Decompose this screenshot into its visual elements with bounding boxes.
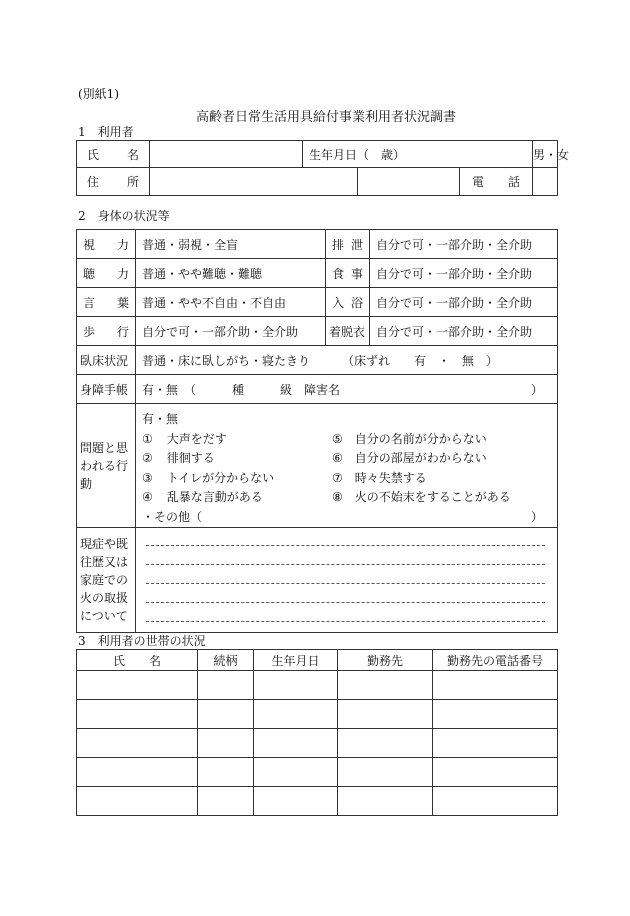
status-value[interactable]: 自分で可・一部介助・全介助 xyxy=(136,317,326,346)
name-field[interactable] xyxy=(150,141,303,168)
table-cell[interactable] xyxy=(433,787,558,816)
col-header: 氏 名 xyxy=(77,650,198,671)
handbook-label: 身障手帳 xyxy=(77,375,136,404)
table-row xyxy=(77,758,558,787)
list-item[interactable]: ② 徘徊する xyxy=(142,451,215,465)
status-label: 言 葉 xyxy=(77,288,136,317)
history-row xyxy=(77,528,558,633)
table-cell[interactable] xyxy=(433,700,558,729)
table-cell[interactable] xyxy=(77,700,198,729)
table-cell[interactable] xyxy=(77,729,198,758)
bedsore-option: （床ずれ 有 ・ 無 ） xyxy=(342,353,499,368)
col-header: 勤務先 xyxy=(338,650,433,671)
table-cell[interactable] xyxy=(338,700,433,729)
document-title: 高齢者日常生活用具給付事業利用者状況調書 xyxy=(196,110,457,125)
address-field[interactable] xyxy=(150,168,358,196)
section3-heading: 3 利用者の世帯の状況 xyxy=(78,634,206,648)
table-cell[interactable] xyxy=(254,787,338,816)
problems-left-list xyxy=(142,430,332,508)
col-header: 生年月日 xyxy=(254,650,338,671)
list-item[interactable]: ③ トイレが分からない xyxy=(142,470,275,485)
status-row xyxy=(77,230,558,259)
birth-field[interactable] xyxy=(303,141,533,168)
sex-field[interactable] xyxy=(533,141,570,168)
address-field-cont[interactable] xyxy=(358,168,460,196)
table-cell[interactable] xyxy=(198,787,254,816)
status-label: 歩 行 xyxy=(77,317,136,346)
problems-label: 問題と思 われる行 動 xyxy=(77,404,136,528)
list-item[interactable]: ① 大声をだす xyxy=(142,431,227,446)
table-row xyxy=(77,671,558,700)
bedridden-label: 臥床状況 xyxy=(77,346,136,375)
phone-field[interactable] xyxy=(533,168,558,196)
status-value[interactable]: 普通・やや難聴・難聴 xyxy=(136,259,326,288)
status-label: 視 力 xyxy=(77,230,136,259)
status-label: 排 泄 xyxy=(326,230,370,259)
birth-label: 生年月日（ 歳） xyxy=(309,147,406,162)
status-row xyxy=(77,288,558,317)
table-cell[interactable] xyxy=(338,787,433,816)
section1-heading: 1 利用者 xyxy=(78,125,134,139)
household-table xyxy=(76,649,558,816)
table-cell[interactable] xyxy=(77,758,198,787)
user-info-table xyxy=(76,140,570,196)
table-cell[interactable] xyxy=(433,729,558,758)
status-label: 聴 力 xyxy=(77,259,136,288)
table-cell[interactable] xyxy=(77,671,198,700)
list-item[interactable]: ⑦ 時々失禁する xyxy=(332,470,427,485)
sex-label: 男・女 xyxy=(533,147,570,162)
status-value[interactable]: 自分で可・一部介助・全介助 xyxy=(370,259,558,288)
section2-heading: 2 身体の状況等 xyxy=(78,209,170,223)
handbook-row xyxy=(77,375,558,404)
table-cell[interactable] xyxy=(77,787,198,816)
table-cell[interactable] xyxy=(338,729,433,758)
list-item[interactable]: ⑧ 火の不始末をすることがある xyxy=(332,490,511,504)
table-cell[interactable] xyxy=(338,758,433,787)
table-cell[interactable] xyxy=(338,671,433,700)
problems-row xyxy=(77,404,558,528)
phone-label-cell: 電 話 xyxy=(460,168,533,196)
table-cell[interactable] xyxy=(254,729,338,758)
problems-right-list xyxy=(332,430,511,508)
status-value[interactable]: 自分で可・一部介助・全介助 xyxy=(370,230,558,259)
table-cell[interactable] xyxy=(254,758,338,787)
status-row xyxy=(77,317,558,346)
list-item[interactable]: ⑥ 自分の部屋がわからない xyxy=(332,451,487,465)
status-label: 入 浴 xyxy=(326,288,370,317)
status-label: 着脱衣 xyxy=(326,317,370,346)
history-label: 現症や既 往歴又は 家庭での 火の取扱 について xyxy=(77,528,136,633)
list-item[interactable]: ④ 乱暴な言動がある xyxy=(142,490,263,504)
handbook-value[interactable]: 有・無 （ 種 級 障害名 ） xyxy=(136,375,558,404)
problems-presence[interactable]: 有・無 xyxy=(142,412,179,426)
table-row xyxy=(77,729,558,758)
bedridden-row xyxy=(77,346,558,375)
col-header: 続柄 xyxy=(198,650,254,671)
table-cell[interactable] xyxy=(254,671,338,700)
list-item[interactable]: ⑤ 自分の名前が分からない xyxy=(332,431,487,446)
status-value[interactable]: 普通・弱視・全盲 xyxy=(136,230,326,259)
name-label-cell: 氏 名 xyxy=(77,141,150,168)
table-cell[interactable] xyxy=(254,700,338,729)
address-label-cell: 住 所 xyxy=(77,168,150,196)
attachment-label: (別紙1) xyxy=(78,87,119,101)
status-label: 食 事 xyxy=(326,259,370,288)
problems-other[interactable]: ・その他（ ） xyxy=(142,509,543,524)
table-cell[interactable] xyxy=(433,758,558,787)
table-cell[interactable] xyxy=(198,758,254,787)
table-cell[interactable] xyxy=(433,671,558,700)
table-row xyxy=(77,700,558,729)
table-row xyxy=(77,787,558,816)
status-value[interactable]: 普通・やや不自由・不自由 xyxy=(136,288,326,317)
table-cell[interactable] xyxy=(198,700,254,729)
table-cell[interactable] xyxy=(198,671,254,700)
history-field[interactable] xyxy=(136,528,558,633)
bedridden-value[interactable]: 普通・床に臥しがち・寝たきり （床ずれ 有 ・ 無 ） xyxy=(136,346,558,375)
table-cell[interactable] xyxy=(198,729,254,758)
status-value[interactable]: 自分で可・一部介助・全介助 xyxy=(370,288,558,317)
household-header-row xyxy=(77,650,558,671)
col-header: 勤務先の電話番号 xyxy=(433,650,558,671)
status-value[interactable]: 自分で可・一部介助・全介助 xyxy=(370,317,558,346)
problems-value[interactable] xyxy=(136,404,558,528)
physical-status-table xyxy=(76,229,558,633)
status-row xyxy=(77,259,558,288)
